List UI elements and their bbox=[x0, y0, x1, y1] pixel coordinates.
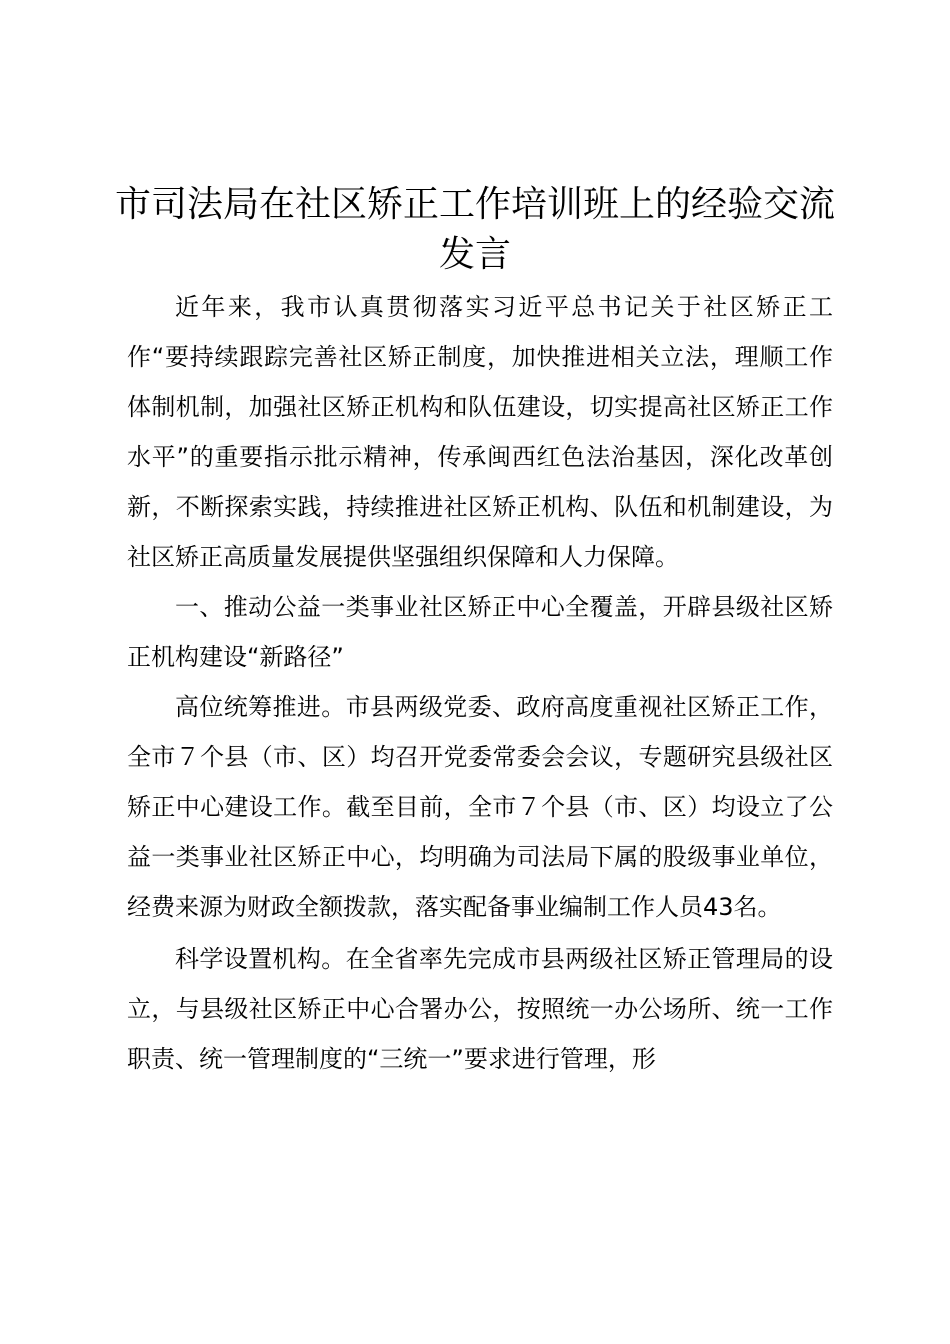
document-body bbox=[127, 282, 833, 1084]
paragraph-coordination: 高位统筹推进。市县两级党委、政府高度重视社区矫正工作，全市７个县（市、区）均召开党委常委会会议，专题研究县级社区矫正中心建设工作。截至目前，全市７个县（市、区）均设立了公益一类事业社区矫正中心，均明确为司法局下属的股级事业单位，经费来源为财政全额拨款，落实配备事业编制工作人员43名。 bbox=[127, 693, 833, 921]
paragraph-section-heading-1: 一、推动公益一类事业社区矫正中心全覆盖，开辟县级社区矫正机构建设“新路径” bbox=[127, 593, 833, 671]
paragraph-intro: 近年来，我市认真贯彻落实习近平总书记关于社区矫正工作“要持续跟踪完善社区矫正制度，加快推进相关立法，理顺工作体制机制，加强社区矫正机构和队伍建设，切实提高社区矫正工作水平”的重要指示批示精神，传承闽西红色法治基因，深化改革创新，不断探索实践，持续推进社区矫正机构、队伍和机制建设，为社区矫正高质量发展提供坚强组织保障和人力保障。 bbox=[127, 293, 833, 571]
paragraph-institution-setup: 科学设置机构。在全省率先完成市县两级社区矫正管理局的设立，与县级社区矫正中心合署办公，按照统一办公场所、统一工作职责、统一管理制度的“三统一”要求进行管理，形 bbox=[127, 945, 833, 1073]
document-title: 市司法局在社区矫正工作培训班上的经验交流发言 bbox=[114, 184, 835, 275]
